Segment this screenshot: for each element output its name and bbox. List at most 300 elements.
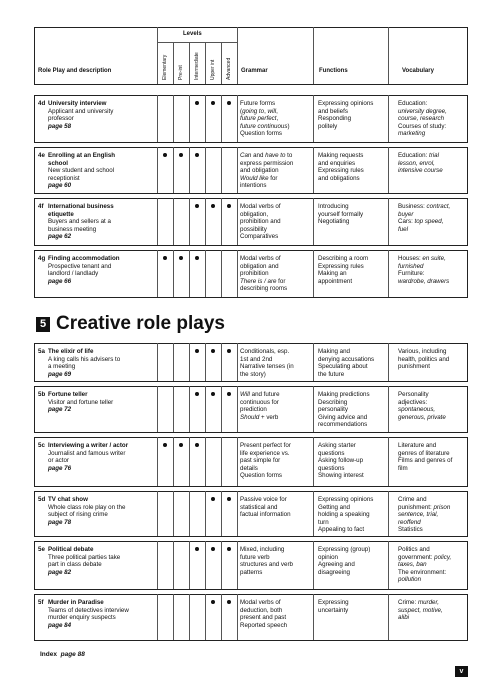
vocab-line: health, politics and [398, 355, 450, 363]
functions-line: Describing [318, 398, 348, 406]
role-play-description: part in class debate [48, 561, 102, 568]
vocab-line: Furniture: [398, 270, 425, 277]
role-play-page: page 82 [48, 568, 72, 576]
grammar-line: Modal verbs of [240, 203, 281, 210]
functions-line: appointment [318, 277, 353, 285]
grammar-cell [240, 152, 293, 190]
rule-line [237, 198, 238, 245]
level-dot [227, 600, 231, 604]
vocab-cell [398, 152, 443, 175]
rule-line [237, 250, 238, 297]
role-play-page: page 62 [48, 233, 72, 240]
functions-line: Responding [318, 115, 352, 122]
vocab-line: marketing [398, 130, 426, 137]
role-play-description: New student and school [48, 167, 115, 174]
rule-line [237, 594, 238, 640]
rule-line [34, 147, 468, 148]
rule-line [467, 437, 468, 486]
functions-line: Showing interest [318, 472, 364, 479]
rule-line [189, 147, 190, 193]
functions-line: disagreeing [318, 568, 350, 576]
role-play-title: Fortune teller [48, 391, 88, 398]
level-dot [179, 256, 183, 260]
role-play-title: school [48, 159, 68, 167]
vocab-line: The environment: [398, 568, 447, 576]
level-dot [163, 256, 167, 260]
rule-line [34, 343, 35, 381]
rule-line [467, 198, 468, 245]
grammar-cell [240, 496, 291, 519]
grammar-line: Question forms [240, 130, 282, 137]
level-dot [211, 349, 215, 353]
rule-line [237, 541, 238, 589]
grammar-line: present and past [240, 614, 287, 621]
grammar-line: Should + verb [240, 413, 279, 421]
rule-line [205, 343, 206, 381]
level-dot [211, 547, 215, 551]
level-dot [195, 392, 199, 396]
rule-line [34, 594, 468, 595]
functions-cell [318, 348, 374, 378]
vocab-line: pollution [398, 576, 422, 583]
role-play-page: page 69 [48, 370, 72, 378]
rule-line [34, 250, 35, 297]
rule-line [173, 386, 174, 432]
rule-line [189, 437, 190, 486]
role-play-title: The elixir of life [48, 348, 94, 355]
role-play-cell [38, 152, 156, 190]
rule-line [34, 147, 35, 193]
vocab-cell [398, 348, 449, 371]
role-play-number: 4e [38, 152, 45, 159]
rule-line [237, 437, 238, 486]
rule-line [157, 491, 158, 536]
vocab-line: genres of literature [398, 449, 450, 457]
rule-line [221, 386, 222, 432]
vocab-line: buyer [398, 210, 414, 218]
functions-line: Giving advice and [318, 413, 368, 421]
rule-line [237, 491, 238, 536]
grammar-line: details [240, 464, 258, 472]
rule-line [173, 437, 174, 486]
role-play-page: page 58 [48, 122, 72, 130]
rule-line [221, 95, 222, 142]
rule-line [313, 343, 314, 381]
level-dot [227, 392, 231, 396]
rule-line [205, 95, 206, 142]
grammar-line: and obligation [240, 167, 279, 174]
index-reference [40, 651, 85, 658]
role-play-cell [38, 255, 156, 285]
vocab-line: suspect, motive, [398, 606, 443, 614]
rule-line [189, 343, 190, 381]
functions-heading: Functions [319, 68, 348, 74]
role-play-title: TV chat show [48, 496, 88, 503]
role-play-description: Buyers and sellers at a [48, 218, 111, 225]
vocab-cell [398, 496, 450, 534]
role-play-page: page 66 [48, 277, 72, 285]
role-play-title: Finding accommodation [48, 255, 120, 262]
level-advanced: Advanced [226, 57, 232, 80]
rule-line [467, 594, 468, 640]
rule-line [34, 198, 468, 199]
grammar-line: Question forms [240, 472, 282, 479]
rule-line [388, 250, 389, 297]
vocab-line: Cars: top speed, [398, 218, 444, 225]
rule-line [388, 491, 389, 536]
role-play-number: 5d [38, 496, 46, 503]
functions-line: Appealing to fact [318, 526, 365, 533]
role-play-page: page 72 [48, 406, 72, 413]
vocab-line: Literature and [398, 442, 437, 449]
rule-line [34, 386, 468, 387]
rule-line [189, 250, 190, 297]
role-play-description: Whole class role play on the [48, 503, 126, 511]
role-play-number: 5c [38, 442, 45, 449]
rule-line [388, 541, 389, 589]
rule-line [205, 541, 206, 589]
vocab-line: Politics and [398, 546, 430, 553]
rule-line [157, 95, 158, 142]
rule-line [205, 147, 206, 193]
level-dot [195, 204, 199, 208]
vocab-cell [398, 546, 451, 584]
rule-line [388, 594, 389, 640]
level-dot [227, 349, 231, 353]
rule-line [189, 95, 190, 142]
vocab-line: spontaneous, [398, 406, 436, 413]
grammar-line: structures and verb [240, 561, 293, 568]
rule-line [189, 594, 190, 640]
vocab-line: furnished [398, 262, 424, 270]
vocab-line: Statistics [398, 526, 423, 533]
role-play-title: Enrolling at an English [48, 152, 116, 159]
level-dot [163, 153, 167, 157]
rule-line [205, 386, 206, 432]
rule-line [313, 386, 314, 432]
functions-line: recommendations [318, 421, 368, 428]
grammar-line: patterns [240, 568, 263, 576]
vocab-line: punishment [398, 363, 430, 370]
vocab-line: course, research [398, 115, 445, 122]
vocab-line: reoffend [398, 518, 421, 526]
grammar-line: There is / are for [240, 277, 286, 285]
rule-line [221, 437, 222, 486]
grammar-line: possibility [240, 225, 267, 233]
level-dot [179, 443, 183, 447]
grammar-line: past simple for [240, 457, 281, 464]
grammar-line: Comparatives [240, 233, 279, 240]
functions-line: Making predictions [318, 391, 370, 398]
functions-line: turn [318, 518, 329, 526]
grammar-line: future perfect, [240, 115, 279, 122]
grammar-line: prohibition and [240, 218, 281, 225]
rule-line [34, 386, 35, 432]
rule-line [467, 343, 468, 381]
role-play-number: 4f [38, 203, 44, 210]
rule-line [205, 491, 206, 536]
vocab-line: Various, including [398, 348, 447, 355]
role-play-cell [38, 100, 156, 130]
functions-cell [318, 391, 370, 429]
functions-line: Expressing opinions [318, 496, 374, 503]
role-play-description: landlord / landlady [48, 270, 99, 277]
grammar-line: future continuous) [240, 122, 290, 130]
role-play-description: Applicant and university [48, 107, 114, 115]
rule-line [157, 198, 158, 245]
vocab-line: government: policy, [398, 553, 452, 561]
functions-line: questions [318, 449, 345, 457]
level-dot [211, 204, 215, 208]
role-play-description: a meeting [48, 363, 76, 370]
level-dot [195, 443, 199, 447]
role-play-cell [38, 599, 156, 629]
functions-line: yourself formally [318, 210, 364, 218]
grammar-line: Modal verbs of [240, 255, 281, 262]
role-play-title: University interview [48, 100, 107, 107]
role-play-description: subject of rising crime [48, 511, 108, 518]
grammar-line: statistical and [240, 503, 278, 511]
rule-line [157, 250, 158, 297]
level-dot [195, 153, 199, 157]
rule-line [467, 491, 468, 536]
level-dot [195, 256, 199, 260]
rule-line [237, 95, 238, 142]
vocab-line: taxes, ban [398, 561, 427, 568]
levels-heading: Levels [183, 31, 202, 37]
role-play-heading: Role Play and description [38, 68, 112, 74]
vocab-cell [398, 255, 449, 285]
rule-line [388, 386, 389, 432]
vocab-line: Crime and [398, 496, 427, 503]
grammar-line: future verb [240, 553, 270, 561]
vocab-line: Business: contract, [398, 203, 451, 210]
role-play-description: professor [48, 115, 74, 122]
vocab-line: fuel [398, 225, 408, 233]
grammar-line: Narrative tenses (in [240, 363, 294, 370]
rule-line [313, 198, 314, 245]
level-dot [227, 204, 231, 208]
role-play-description: Journalist and famous writer [48, 449, 126, 457]
role-play-cell [38, 391, 156, 414]
vocab-line: wardrobe, drawers [398, 277, 450, 285]
level-dot [227, 101, 231, 105]
vocab-cell [398, 442, 452, 472]
role-play-cell [38, 203, 156, 241]
functions-line: questions [318, 464, 345, 472]
functions-line: Asking follow-up [318, 457, 364, 464]
grammar-line: Passive voice for [240, 496, 287, 503]
vocab-line: Personality [398, 391, 429, 398]
vocab-line: Crime: murder, [398, 599, 439, 606]
vocabulary-heading: Vocabulary [402, 68, 434, 74]
grammar-cell [240, 255, 287, 293]
grammar-cell [240, 391, 280, 421]
rule-line [467, 250, 468, 297]
rule-line [157, 594, 158, 640]
role-play-page: page 60 [48, 182, 72, 189]
section-title: Creative role plays [56, 313, 225, 334]
rule-line [221, 343, 222, 381]
grammar-line: obligation and [240, 262, 279, 270]
role-play-description: Three political parties take [48, 553, 121, 561]
rule-line [388, 147, 389, 193]
rule-line [173, 147, 174, 193]
grammar-line: intentions [240, 182, 267, 189]
grammar-line: 1st and 2nd [240, 355, 273, 363]
rule-line [34, 245, 468, 246]
rule-line [34, 589, 468, 590]
rule-line [34, 491, 468, 492]
functions-line: Negotiating [318, 218, 350, 225]
vocab-line: Films and genres of [398, 457, 453, 464]
grammar-line: Would like for [240, 174, 278, 182]
role-play-title: Interviewing a writer / actor [48, 442, 129, 449]
grammar-line: the story) [240, 370, 266, 378]
level-dot [195, 349, 199, 353]
rule-line [388, 198, 389, 245]
grammar-line: (going to, will, [240, 107, 278, 115]
rule-line [189, 541, 190, 589]
rule-line [221, 594, 222, 640]
grammar-line: Conditionals, esp. [240, 348, 290, 355]
vocab-cell [398, 599, 443, 622]
level-dot [211, 101, 215, 105]
functions-cell [318, 496, 373, 534]
rule-line [34, 297, 468, 298]
level-dot [195, 547, 199, 551]
role-play-description: Prospective tenant and [48, 262, 112, 270]
functions-line: Expressing [318, 599, 349, 606]
functions-line: Making and [318, 348, 350, 355]
level-pre-int: Pre-int [178, 65, 184, 80]
rule-line [467, 541, 468, 589]
level-dot [163, 443, 167, 447]
role-play-title: International business [48, 203, 114, 210]
rule-line [34, 432, 468, 433]
role-play-description: Teams of detectives interview [48, 606, 129, 614]
rule-line [173, 250, 174, 297]
grammar-line: Will and future [240, 391, 280, 398]
functions-line: Expressing rules [318, 167, 364, 174]
rule-line [388, 343, 389, 381]
rule-line [34, 437, 468, 438]
rule-line [205, 250, 206, 297]
rule-line [189, 491, 190, 536]
level-dot [179, 153, 183, 157]
rule-line [34, 594, 35, 640]
grammar-line: life experience vs. [240, 449, 290, 457]
rule-line [173, 541, 174, 589]
role-play-description: or actor [48, 457, 69, 464]
level-upper-int: Upper int [210, 59, 216, 80]
level-elementary: Elementary [162, 54, 168, 80]
rule-line [34, 381, 468, 382]
grammar-cell [240, 546, 293, 576]
role-play-description: Visitor and fortune teller [48, 398, 114, 406]
rule-line [34, 491, 35, 536]
grammar-line: Reported speech [240, 621, 288, 629]
grammar-line: Present perfect for [240, 442, 291, 449]
rule-line [313, 250, 314, 297]
role-play-description: business meeting [48, 225, 97, 233]
rule-line [173, 491, 174, 536]
role-play-title: Political debate [48, 546, 94, 553]
vocab-line: university degree, [398, 107, 447, 115]
vocab-line: sentence, trial, [398, 511, 439, 518]
vocab-line: alibi [398, 614, 410, 621]
rule-line [313, 541, 314, 589]
role-play-number: 5b [38, 391, 46, 398]
functions-line: Making an [318, 270, 347, 277]
rule-line [34, 250, 468, 251]
section-number-badge: 5 [36, 317, 50, 332]
functions-line: Agreeing and [318, 561, 355, 568]
level-dot [227, 547, 231, 551]
functions-cell [318, 152, 364, 182]
role-play-number: 5e [38, 546, 45, 553]
vocab-cell [398, 391, 446, 421]
rule-line [189, 386, 190, 432]
functions-line: and enquiries [318, 159, 356, 167]
role-play-cell [38, 348, 156, 378]
rule-line [221, 541, 222, 589]
role-play-number: 5f [38, 599, 44, 606]
rule-line [34, 640, 468, 641]
rule-line [34, 541, 468, 542]
functions-line: personality [318, 406, 348, 413]
page-number: v [455, 666, 468, 677]
functions-cell [318, 442, 364, 480]
role-play-description: receptionist [48, 174, 80, 182]
rule-line [157, 147, 158, 193]
grammar-line: factual information [240, 511, 291, 518]
functions-line: politely [318, 122, 338, 130]
vocab-line: punishment: prison [398, 503, 451, 511]
rule-line [205, 594, 206, 640]
role-play-page: page 84 [48, 621, 72, 629]
role-play-number: 4d [38, 100, 46, 107]
rule-line [34, 536, 468, 537]
rule-line [34, 193, 468, 194]
functions-cell [318, 203, 363, 226]
role-play-cell [38, 496, 156, 526]
rule-line [313, 491, 314, 536]
rule-line [34, 142, 468, 143]
rule-line [189, 198, 190, 245]
vocab-line: Houses: en suite, [398, 255, 446, 262]
level-intermediate: Intermediate [194, 52, 200, 80]
functions-line: Describing a room [318, 255, 369, 262]
role-play-description: A king calls his advisers to [48, 355, 121, 363]
level-dot [211, 392, 215, 396]
role-play-cell [38, 546, 156, 576]
index-page: page 88 [60, 651, 85, 658]
functions-line: holding a speaking [318, 511, 370, 518]
role-play-description: murder enquiry suspects [48, 614, 116, 621]
vocab-line: adjectives: [398, 398, 428, 406]
rule-line [157, 386, 158, 432]
vocab-line: Education: trial [398, 152, 439, 159]
grammar-line: deduction, both [240, 606, 283, 614]
rule-line [221, 491, 222, 536]
rule-line [237, 343, 238, 381]
functions-cell [318, 255, 368, 285]
functions-line: Expressing opinions [318, 100, 374, 107]
rule-line [388, 437, 389, 486]
rule-line [34, 437, 35, 486]
rule-line [34, 343, 468, 344]
